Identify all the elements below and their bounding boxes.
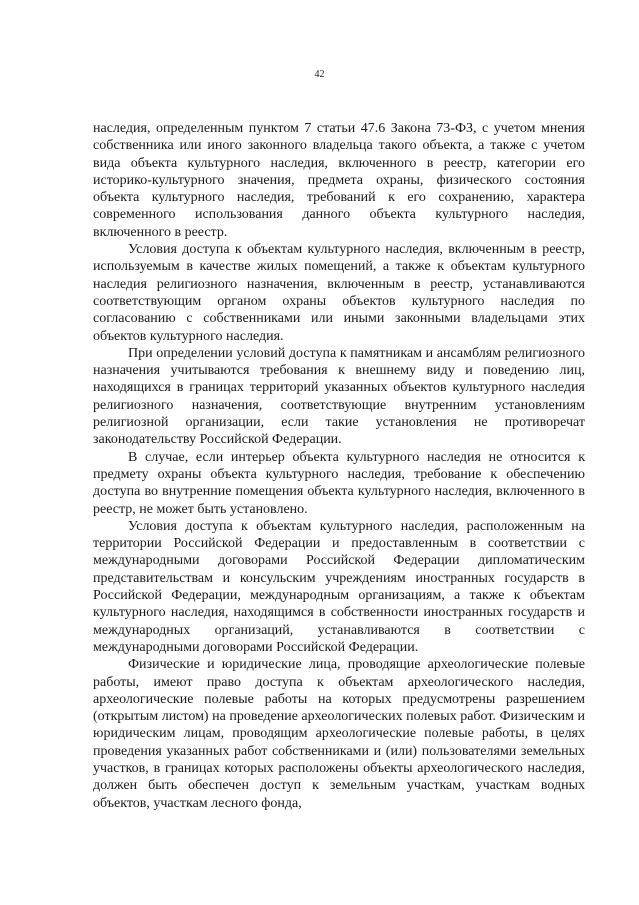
paragraph-religious-monuments: При определении условий доступа к памятникам и ансамблям религиозного назначения учитываются требования к внешнему виду и поведению лиц, находящихся в границах территорий указанных объектов культурного наследия религиозного назначения, соответствующие внутренним установлениям религиозной организации, если такие установления не противоречат законодательству Российской Федерации. bbox=[93, 345, 585, 448]
paragraph-continuation: наследия, определенным пунктом 7 статьи 47.6 Закона 73-ФЗ, с учетом мнения собственника или иного законного владельца такого объекта, а также с учетом вида объекта культурного наследия, включенного в реестр, категории его историко-культурного значения, предмета охраны, физического состояния объекта культурного наследия, требований к его сохранению, характера современного использования данного объекта культурного наследия, включенного в реестр. bbox=[93, 121, 585, 240]
paragraph-interior-not-protected: В случае, если интерьер объекта культурного наследия не относится к предмету охраны объекта культурного наследия, требование к обеспечению доступа во внутренние помещения объекта культурного наследия, включенного в реестр, не может быть установлено. bbox=[93, 449, 585, 517]
paragraph-archaeological-works: Физические и юридические лица, проводящие археологические полевые работы, имеют право доступа к объектам археологического наследия, археологические полевые работы на которых предусмотрены разрешением (открытым листом) на проведение археологических полевых работ. Физическим и юридическим лицам, проводящим археологические полевые работы, в целях проведения указанных работ собственниками и (или) пользователями земельных участков, в границах которых расположены объекты археологического наследия, должен быть обеспечен доступ к земельным участкам, участкам водных объектов, участкам лесного фонда, bbox=[93, 657, 585, 811]
paragraph-access-conditions-residential-religious: Условия доступа к объектам культурного наследия, включенным в реестр, используемым в качестве жилых помещений, а также к объектам культурного наследия религиозного назначения, включенным в реестр, устанавливаются соответствующим органом охраны объектов культурного наследия по согласованию с собственниками или иными законными владельцами этих объектов культурного наследия. bbox=[93, 242, 585, 344]
page-number: 42 bbox=[314, 69, 325, 80]
paragraph-diplomatic-objects: Условия доступа к объектам культурного наследия, расположенным на территории Российской Федерации и предоставленным в соответствии с международными договорами Российской Федерации дипломатическим представительствам и консульским учреждениям иностранных государств в Российской Федерации, международным организациям, а также к объектам культурного наследия, находящимся в собственности иностранных государств и международных организаций, устанавливаются в соответствии с международными договорами Российской Федерации. bbox=[93, 518, 585, 655]
document-body bbox=[93, 120, 585, 812]
